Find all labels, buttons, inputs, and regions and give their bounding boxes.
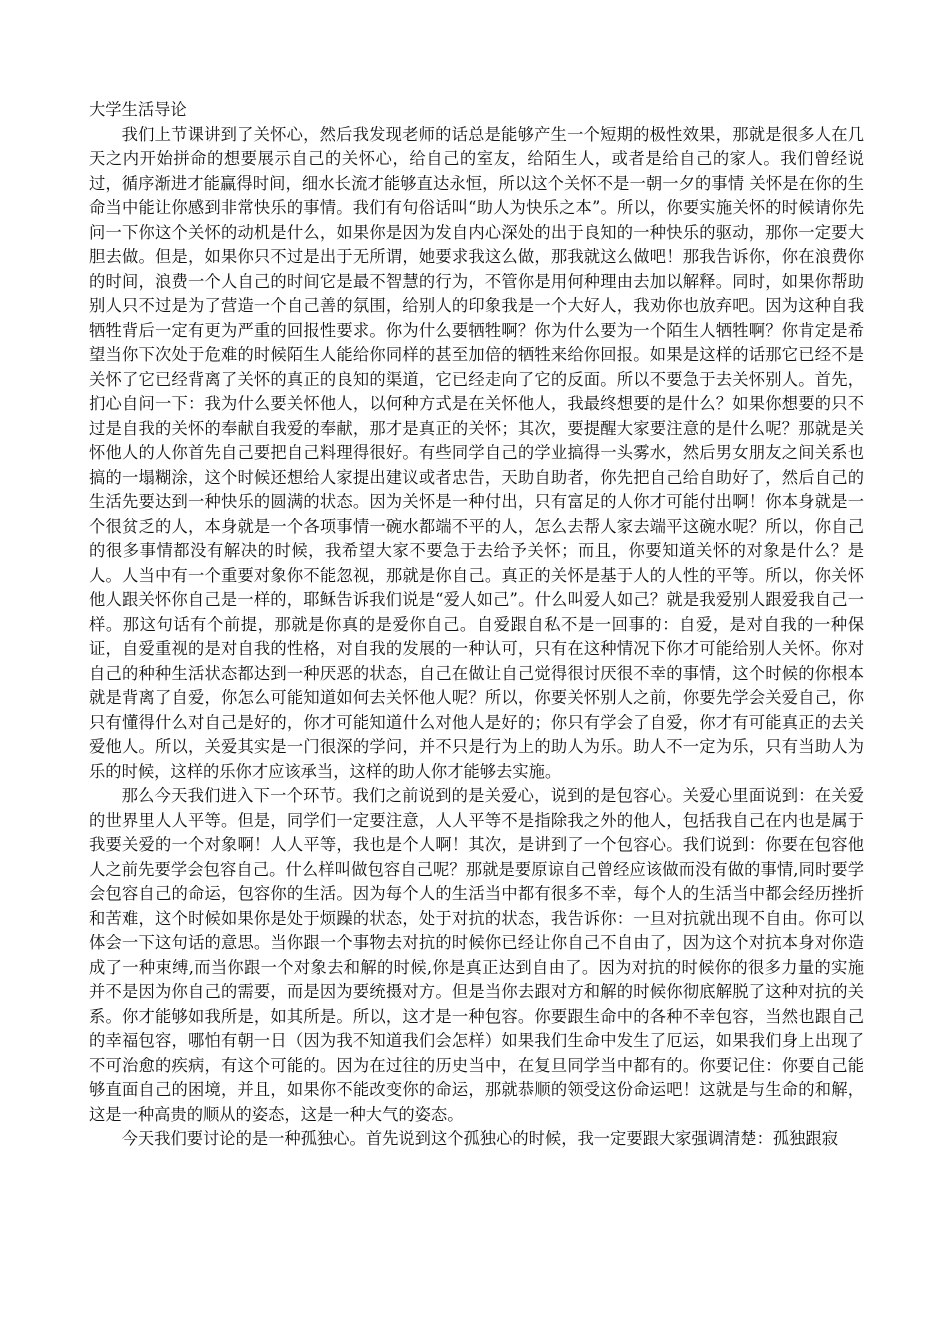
paragraph-tolerance: 那么今天我们进入下一个环节。我们之前说到的是关爱心，说到的是包容心。关爱心里面说到：在关爱的世界里人人平等。但是，同学们一定要注意，人人平等不是指除我之外的他人，包括我自己在内也是属于我要关爱的一个对象啊！人人平等，我也是个人啊！其次，是讲到了一个包容心。我们说到：你要在包容他人之前先要学会包容自己。什么样叫做包容自己呢？那就是要原谅自己曾经应该做而没有做的事情,同时要学会包容自己的命运，包容你的生活。因为每个人的生活当中都有很多不幸，每个人的生活当中都会经历挫折和苦难，这个时候如果你是处于烦躁的状态，处于对抗的状态，我告诉你：一旦对抗就出现不自由。你可以体会一下这句话的意思。当你跟一个事物去对抗的时候你已经让你自己不自由了，因为这个对抗本身对你造成了一种束缚,而当你跟一个对象去和解的时候,你是真正达到自由了。因为对抗的时候你的很多力量的实施并不是因为你自己的需要，而是因为要统摄对方。但是当你去跟对方和解的时候你彻底解脱了这种对抗的关系。你才能够如我所是，如其所是。所以，这才是一种包容。你要跟生命中的各种不幸包容，当然也跟自己的幸福包容，哪怕有朝一日（因为我不知道我们会怎样）如果我们生命中发生了厄运，如果我们身上出现了不可治愈的疾病，有这个可能的。因为在过往的历史当中，在复旦同学当中都有的。你要记住：你要自己能够直面自己的困境，并且，如果你不能改变你的命运，那就恭顺的领受这份命运吧！这就是与生命的和解，这是一种高贵的顺从的姿态，这是一种大气的姿态。 — [89, 786, 864, 1124]
document-title: 大学生活导论 — [89, 100, 187, 119]
document-body — [89, 98, 864, 1152]
paragraph-solitude: 今天我们要讨论的是一种孤独心。首先说到这个孤独心的时候，我一定要跟大家强调清楚：孤独跟寂 — [121, 1129, 838, 1148]
paragraph-caring: 我们上节课讲到了关怀心，然后我发现老师的话总是能够产生一个短期的极性效果，那就是很多人在几天之内开始拼命的想要展示自己的关怀心，给自己的室友，给陌生人，或者是给自己的家人。我们曾经说过，循序渐进才能赢得时间，细水长流才能够直达永恒，所以这个关怀不是一朝一夕的事情 关怀是在你的生命当中能让你感到非常快乐的事情。我们有句俗话叫“助人为快乐之本”。所以，你要实施关怀的时候请你先问一下你这个关怀的动机是什么，如果你是因为发自内心深处的出于良知的一种快乐的驱动，那你一定要大胆去做。但是，如果你只不过是出于无所谓，她要求我这么做，那我就这么做吧！那我告诉你，你在浪费你的时间，浪费一个人自己的时间它是最不智慧的行为，不管你是用何种理由去加以解释。同时，如果你帮助别人只不过是为了营造一个自己善的氛围，给别人的印象我是一个大好人，我劝你也放弃吧。因为这种自我牺牲背后一定有更为严重的回报性要求。你为什么要牺牲啊？你为什么要为一个陌生人牺牲啊？你肯定是希望当你下次处于危难的时候陌生人能给你同样的甚至加倍的牺牲来给你回报。如果是这样的话那它已经不是关怀了它已经背离了关怀的真正的良知的渠道，它已经走向了它的反面。所以不要急于去关怀别人。首先，扪心自问一下：我为什么要关怀他人，以何种方式是在关怀他人，我最终想要的是什么？如果你想要的只不过是自我的关怀的奉献自我爱的奉献，那才是真正的关怀；其次，要提醒大家要注意的是什么呢？那就是关怀他人的人你首先自己要把自己料理得很好。有些同学自己的学业搞得一头雾水，然后男女朋友之间关系也搞的一塌糊涂，这个时候还想给人家提出建议或者忠告，天助自助者，你先把自己给自助好了，然后自己的生活先要达到一种快乐的圆满的状态。因为关怀是一种付出，只有富足的人你才可能付出啊！你本身就是一个很贫乏的人，本身就是一个各项事情一碗水都端不平的人，怎么去帮人家去端平这碗水呢？所以，你自己的很多事情都没有解决的时候，我希望大家不要急于去给予关怀；而且，你要知道关怀的对象是什么？是人。人当中有一个重要对象你不能忽视，那就是你自己。真正的关怀是基于人的人性的平等。所以，你关怀他人跟关怀你自己是一样的，耶稣告诉我们说是“爱人如己”。什么叫爱人如己？就是我爱别人跟爱我自己一样。那这句话有个前提，那就是你真的是爱你自己。自爱跟自私不是一回事的：自爱，是对自我的一种保证，自爱重视的是对自我的性格，对自我的发展的一种认可，只有在这种情况下你才可能给别人关怀。你对自己的种种生活状态都达到一种厌恶的状态，自己在做让自己觉得很讨厌很不幸的事情，这个时候的你根本就是背离了自爱，你怎么可能知道如何去关怀他人呢？所以，你要关怀别人之前，你要先学会关爱自己，你只有懂得什么对自己是好的，你才可能知道什么对他人是好的；你只有学会了自爱，你才有可能真正的去关爱他人。所以，关爱其实是一门很深的学问，并不只是行为上的助人为乐。助人不一定为乐，只有当助人为乐的时候，这样的乐你才应该承当，这样的助人你才能够去实施。 — [89, 124, 864, 781]
